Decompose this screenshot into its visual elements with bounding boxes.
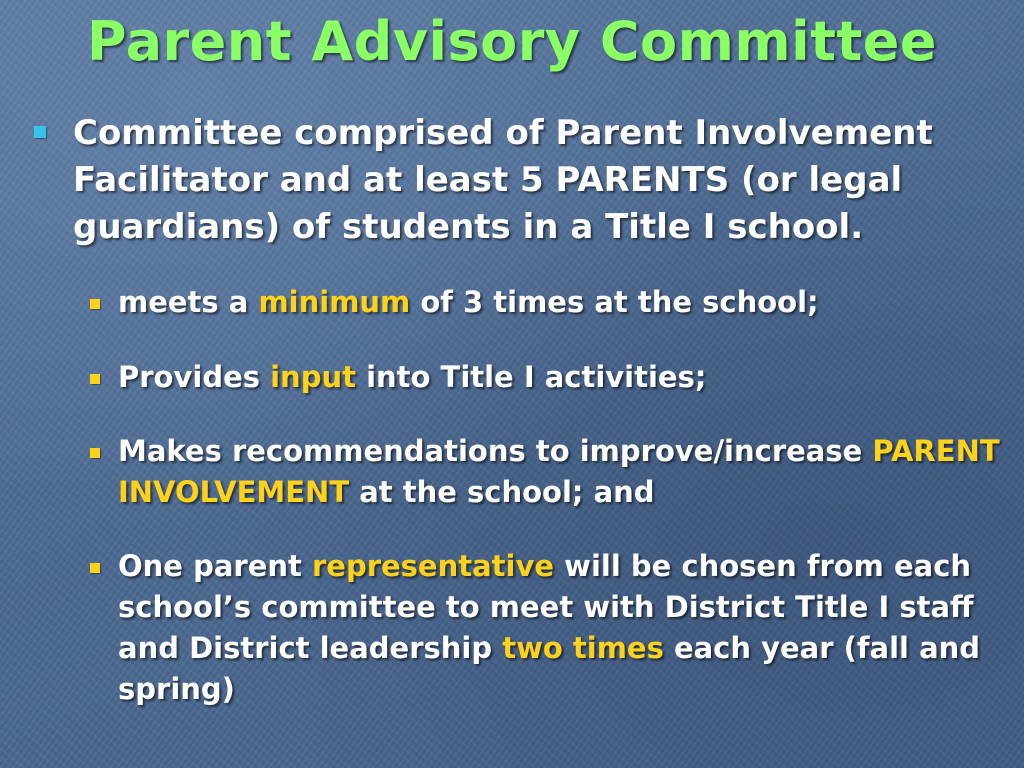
highlight-representative: representative xyxy=(311,549,555,583)
sub-bullet-4-text-middle: will be chosen from each school’s committee to meet with District Title I staff and District leadership xyxy=(118,549,974,665)
square-bullet-icon xyxy=(90,299,100,309)
square-bullet-icon xyxy=(90,448,100,458)
sub-bullet-3-text: Makes recommendations to improve/increase xyxy=(118,434,873,468)
sub-bullet-4-text: One parent xyxy=(118,549,312,583)
highlight-minimum: minimum xyxy=(258,285,411,319)
highlight-two-times: two times xyxy=(502,631,664,665)
sub-bullet-2-text-end: into Title I activities; xyxy=(355,360,707,394)
highlight-parent-involvement: PARENT INVOLVEMENT xyxy=(118,434,1000,509)
sub-bullet-4-text-end: each year (fall and spring) xyxy=(118,631,981,706)
highlight-input: input xyxy=(270,360,356,394)
sub-bullet-4 xyxy=(118,546,1008,710)
square-bullet-icon xyxy=(90,563,100,573)
sub-bullet-3 xyxy=(118,431,1008,513)
sub-bullet-1-text: meets a xyxy=(118,285,259,319)
sub-bullet-1 xyxy=(118,282,1008,323)
sub-bullet-2 xyxy=(118,357,1008,398)
slide-title: Parent Advisory Committee xyxy=(86,10,938,73)
sub-bullet-3-text-end: at the school; and xyxy=(349,475,655,509)
sub-bullet-1-text-end: of 3 times at the school; xyxy=(410,285,819,319)
main-bullet-text: Committee comprised of Parent Involvement Facilitator and at least 5 PARENTS (or legal guardians) of students in a Title I school. xyxy=(73,113,933,247)
square-bullet-icon xyxy=(34,126,46,138)
square-bullet-icon xyxy=(90,374,100,384)
sub-bullet-2-text: Provides xyxy=(118,360,271,394)
